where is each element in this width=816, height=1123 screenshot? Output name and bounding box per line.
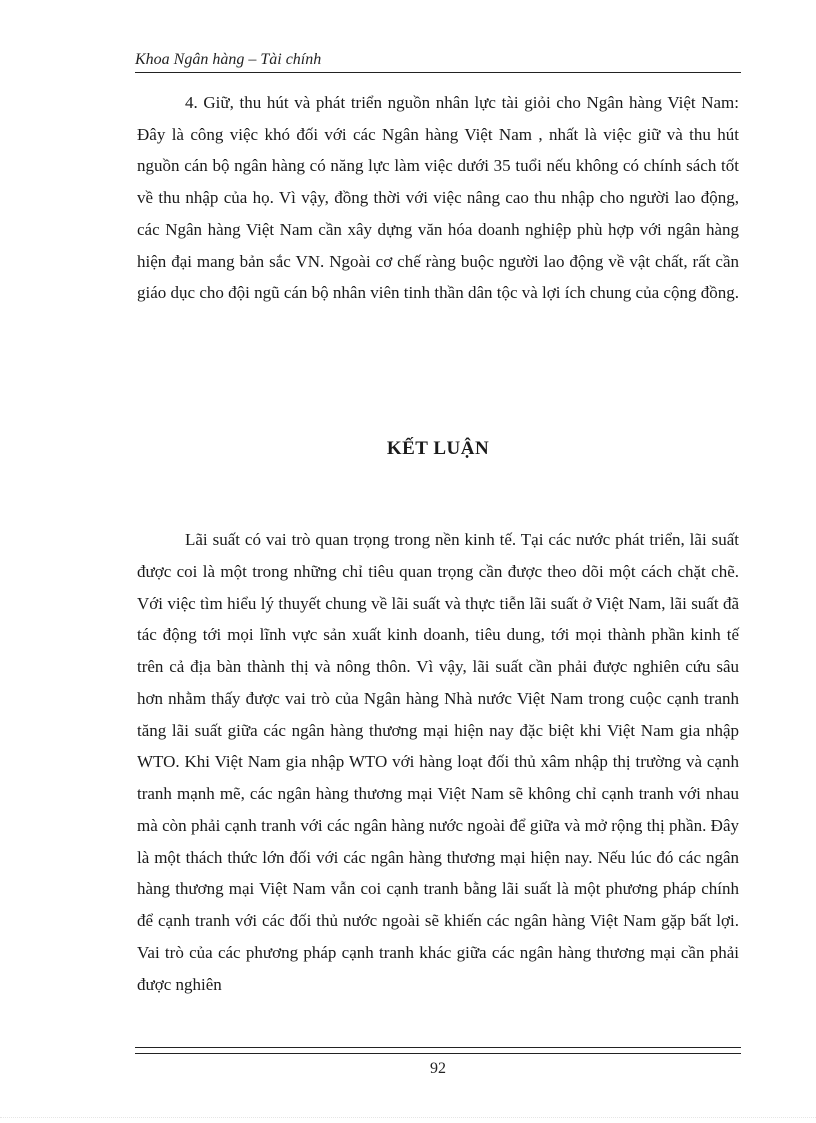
header-title: Khoa Ngân hàng – Tài chính xyxy=(135,51,322,68)
section-human-resources xyxy=(137,87,739,309)
page-header xyxy=(135,50,741,73)
paragraph-conclusion: Lãi suất có vai trò quan trọng trong nền kinh tế. Tại các nước phát triển, lãi suất được coi là một trong những chỉ tiêu quan trọng cần được theo dõi một cách chặt chẽ. Với việc tìm hiểu lý thuyết chung về lãi suất và thực tiễn lãi suất ở Việt Nam, lãi suất đã tác động tới mọi lĩnh vực sản xuất kinh doanh, tiêu dung, tới mọi thành phần kinh tế trên cả địa bàn thành thị và nông thôn. Vì vậy, lãi suất cần phải được nghiên cứu sâu hơn nhằm thấy được vai trò của Ngân hàng Nhà nước Việt Nam trong cuộc cạnh tranh tăng lãi suất giữa các ngân hàng thương mại hiện nay đặc biệt khi Việt Nam gia nhập WTO. Khi Việt Nam gia nhập WTO với hàng loạt đối thủ xâm nhập thị trường và cạnh tranh mạnh mẽ, các ngân hàng thương mại Việt Nam sẽ không chỉ cạnh tranh với nhau mà còn phải cạnh tranh với các ngân hàng nước ngoài để giữa và mở rộng thị phần. Đây là một thách thức lớn đối với các ngân hàng thương mại hiện nay. Nếu lúc đó các ngân hàng thương mại Việt Nam vẫn coi cạnh tranh bằng lãi suất là một phương pháp chính để cạnh tranh với các đối thủ nước ngoài sẽ khiến các ngân hàng Việt Nam gặp bất lợi. Vai trò của các phương pháp cạnh tranh khác giữa các ngân hàng thương mại cần phải được nghiên xyxy=(137,530,739,994)
paragraph-human-resources: 4. Giữ, thu hút và phát triển nguồn nhân lực tài giỏi cho Ngân hàng Việt Nam: Đây là công việc khó đối với các Ngân hàng Việt Nam , nhất là việc giữ và thu hút nguồn cán bộ ngân hàng có năng lực làm việc dưới 35 tuổi nếu không có chính sách tốt về thu nhập của họ. Vì vậy, đồng thời với việc nâng cao thu nhập cho người lao động, các Ngân hàng Việt Nam cần xây dựng văn hóa doanh nghiệp phù hợp với ngân hàng hiện đại mang bản sắc VN. Ngoài cơ chế ràng buộc người lao động về vật chất, rất cần giáo dục cho đội ngũ cán bộ nhân viên tinh thần dân tộc và lợi ích chung của cộng đồng. xyxy=(137,93,739,303)
page-bottom-divider xyxy=(0,1117,816,1118)
conclusion-heading: KẾT LUẬN xyxy=(386,438,490,459)
section-conclusion xyxy=(137,524,739,1000)
footer-double-rule xyxy=(135,1047,741,1054)
page-number: 92 xyxy=(430,1060,446,1077)
